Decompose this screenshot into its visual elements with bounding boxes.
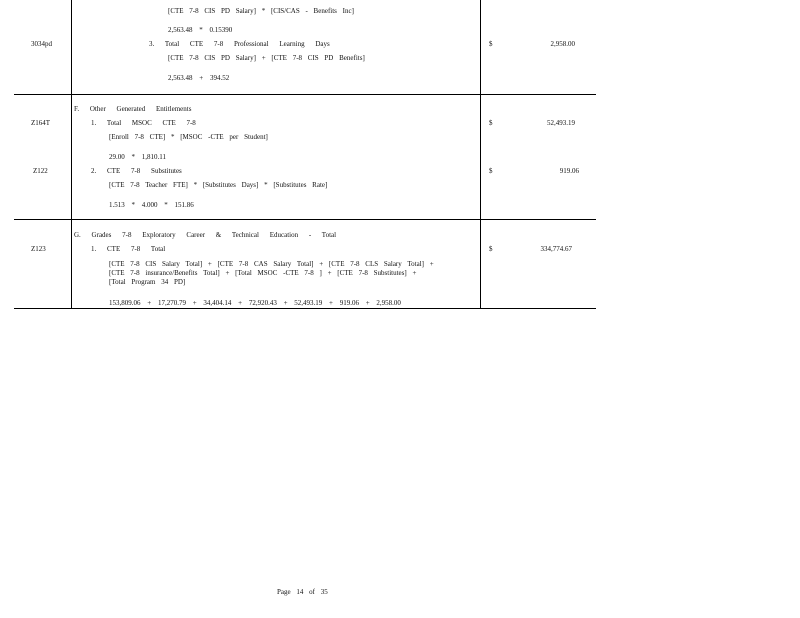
calculation-text: 2,563.48 + 394.52: [168, 74, 230, 82]
calculation-text: 29.00 * 1,810.11: [109, 153, 166, 161]
line-item-label: 3. Total CTE 7-8 Professional Learning Days: [149, 40, 330, 48]
page-number-footer: [277, 588, 328, 596]
calculation-text: 153,809.06 + 17,270.79 + 34,404.14 + 72,920.43 + 52,493.19 + 919.06 + 2,958.00: [109, 299, 401, 307]
formula-text: [CTE 7-8 CIS PD Salary] + [CTE 7-8 CIS PD Benefits]: [168, 54, 365, 62]
page-total: 35: [320, 588, 328, 596]
formula-text: [CTE 7-8 CIS PD Salary] * [CIS/CAS - Benefits Inc]: [168, 7, 354, 15]
table-row: [14, 95, 596, 220]
formula-text: [CTE 7-8 Teacher FTE] * [Substitutes Days] * [Substitutes Rate]: [109, 181, 328, 189]
page-number: 14: [296, 588, 304, 596]
amount-value: 919.06: [559, 167, 579, 175]
formula-text: [CTE 7-8 insurance/Benefits Total] + [Total MSOC -CTE 7-8 ] + [CTE 7-8 Substitutes] +: [109, 269, 417, 277]
line-code: 3034pd: [31, 40, 52, 48]
calculation-text: 2,563.48 * 0.15390: [168, 26, 233, 34]
section-heading: F. Other Generated Entitlements: [74, 105, 192, 113]
table-row: [14, 220, 596, 309]
formula-text: [CTE 7-8 CIS Salary Total] + [CTE 7-8 CAS Salary Total] + [CTE 7-8 CLS Salary Total] +: [109, 260, 434, 268]
amount-value: 334,774.67: [540, 245, 572, 253]
line-item-label: 2. CTE 7-8 Substitutes: [91, 167, 182, 175]
currency-symbol: $: [489, 40, 493, 48]
currency-symbol: $: [489, 245, 493, 253]
line-item-label: 1. Total MSOC CTE 7-8: [91, 119, 196, 127]
currency-symbol: $: [489, 119, 493, 127]
line-code: Z122: [33, 167, 48, 175]
section-heading: G. Grades 7-8 Exploratory Career & Technical Education - Total: [74, 231, 337, 239]
line-item-label: 1. CTE 7-8 Total: [91, 245, 166, 253]
worksheet-table: [14, 0, 596, 309]
of-label: of: [309, 588, 315, 596]
formula-text: [Total Program 34 PD]: [109, 278, 186, 286]
currency-symbol: $: [489, 167, 493, 175]
calculation-text: 1.513 * 4.000 * 151.86: [109, 201, 194, 209]
page-label: Page: [277, 588, 291, 596]
formula-text: [Enroll 7-8 CTE] * [MSOC -CTE per Student]: [109, 133, 268, 141]
line-code: Z164T: [31, 119, 51, 127]
line-code: Z123: [31, 245, 46, 253]
amount-value: 2,958.00: [550, 40, 575, 48]
amount-value: 52,493.19: [547, 119, 575, 127]
table-row: [14, 0, 596, 95]
